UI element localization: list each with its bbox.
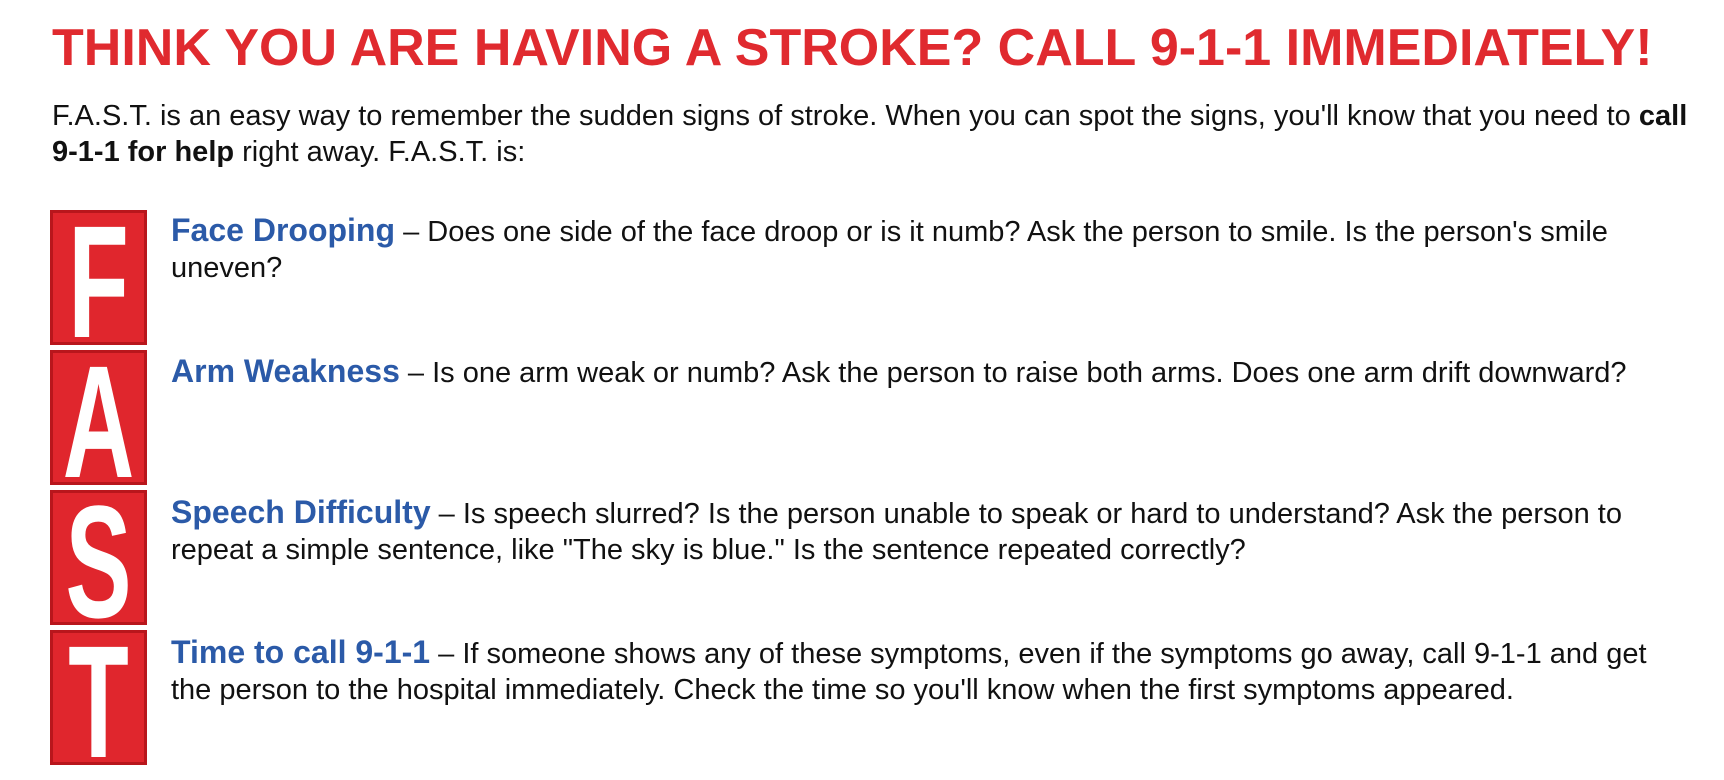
face-description: Does one side of the face droop or is it numb? Ask the person to smile. Is the person's smile uneven? [171, 216, 1608, 284]
arm-weakness-term: Arm Weakness [171, 353, 400, 389]
time-description: If someone shows any of these symptoms, even if the symptoms go away, call 9-1-1 and get the person to the hospital immediately. Check the time so you'll know when the first symptoms appeared. [171, 638, 1647, 706]
intro-text-start: F.A.S.T. is an easy way to remember the sudden signs of stroke. When you can spot the signs, you'll know that you need to [52, 100, 1639, 132]
intro-call-emphasis: call 9-1-1 for help [52, 100, 1688, 168]
time-to-call-term: Time to call 9-1-1 [171, 634, 431, 670]
fast-logo-letter-f [50, 210, 147, 345]
svg-text:T: T [68, 633, 129, 762]
svg-text:S: S [65, 493, 132, 622]
fast-item-speech [171, 494, 1691, 568]
fast-logo-letter-a [50, 350, 147, 485]
fast-item-face [171, 212, 1691, 286]
svg-text:A: A [62, 353, 135, 482]
fast-item-arm [171, 353, 1691, 391]
speech-description: Is speech slurred? Is the person unable to speak or hard to understand? Ask the person to repeat a simple sentence, like "The sky is blue." Is the sentence repeated correctly? [171, 498, 1622, 566]
speech-difficulty-term: Speech Difficulty [171, 494, 431, 530]
arm-separator: – [399, 357, 433, 389]
fast-logo-letter-s [50, 490, 147, 625]
arm-description: Is one arm weak or numb? Ask the person to raise both arms. Does one arm drift downward? [432, 357, 1627, 389]
intro-text-end: right away. F.A.S.T. is: [234, 136, 526, 168]
fast-item-time [171, 634, 1691, 708]
fast-logo [50, 210, 147, 770]
speech-separator: – [430, 498, 463, 530]
face-separator: – [395, 216, 428, 248]
intro-paragraph [52, 98, 1692, 170]
time-separator: – [430, 638, 463, 670]
fast-logo-letter-t [50, 630, 147, 765]
svg-text:F: F [68, 213, 129, 342]
face-drooping-term: Face Drooping [171, 212, 396, 248]
page-headline: THINK YOU ARE HAVING A STROKE? CALL 9-1-1 IMMEDIATELY! [52, 19, 1653, 77]
